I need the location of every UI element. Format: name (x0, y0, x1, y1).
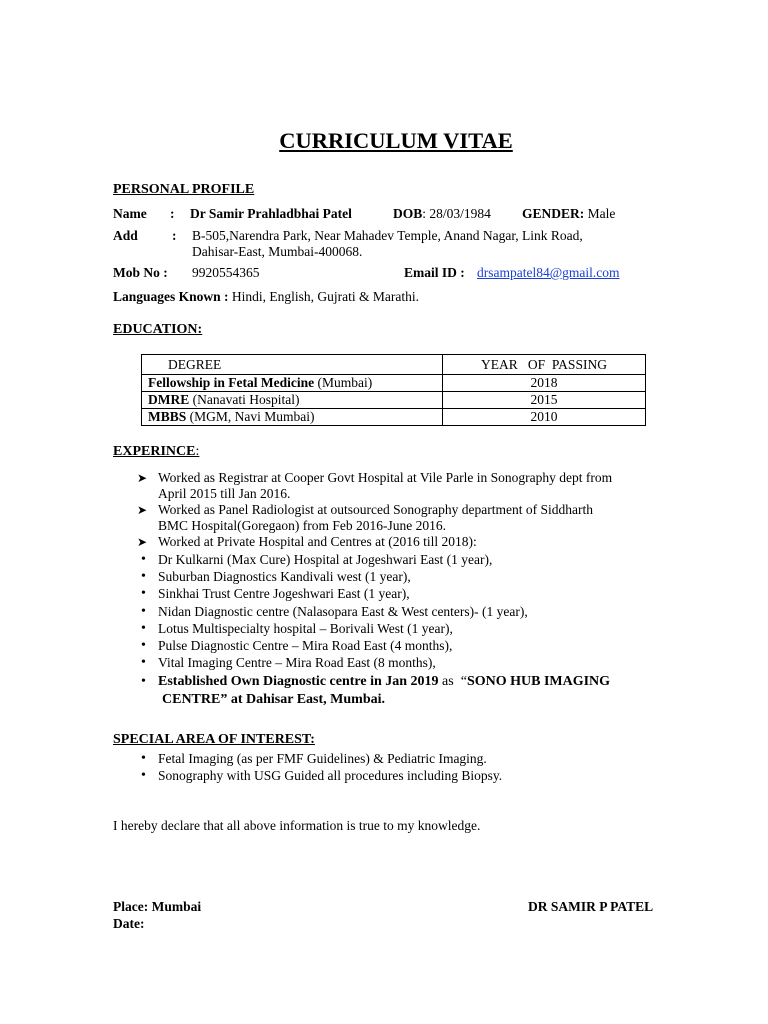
table-row (142, 392, 646, 409)
year-cell: 2018 (443, 375, 646, 392)
degree-cell (142, 375, 443, 392)
place-label: Place: Mumbai (113, 899, 202, 914)
established-centre-name: SONO HUB IMAGING (466, 674, 611, 689)
degree-place: (MGM, Navi Mumbai) (186, 409, 315, 424)
mobile-label: Mob No : (113, 265, 168, 280)
arrow-bullet-icon: ➤ (137, 471, 148, 485)
dob-value: : 28/03/1984 (422, 206, 491, 221)
list-item: Sinkhai Trust Centre Jogeshwari East (1 year), (158, 586, 410, 601)
bullet-icon: • (141, 621, 146, 636)
table-header-row (142, 355, 646, 375)
bullet-icon: • (141, 604, 146, 619)
degree-header: DEGREE (142, 355, 443, 375)
education-table (141, 354, 646, 426)
gender-field (522, 206, 615, 222)
signature-name: DR SAMIR P PATEL (528, 899, 654, 914)
degree-place: (Mumbai) (314, 375, 373, 390)
bullet-icon: • (141, 751, 146, 766)
name-value: Dr Samir Prahladbhai Patel (190, 206, 352, 221)
mobile-value: 9920554365 (192, 265, 260, 280)
dob-field (393, 206, 491, 222)
bullet-icon: • (141, 569, 146, 584)
list-item: Pulse Diagnostic Centre – Mira Road East (4 months), (158, 638, 453, 653)
experience-item-1-line-2: April 2015 till Jan 2016. (158, 486, 291, 501)
table-row (142, 375, 646, 392)
experience-heading: EXPERINCE (113, 444, 196, 459)
bullet-icon: • (141, 638, 146, 653)
established-text: Established Own Diagnostic centre in Jan 2019 (158, 674, 439, 689)
list-item: Sonography with USG Guided all procedures including Biopsy. (158, 768, 503, 783)
degree-name: DMRE (148, 392, 190, 407)
date-label: Date: (113, 916, 145, 931)
year-cell: 2010 (443, 409, 646, 426)
degree-cell (142, 392, 443, 409)
experience-item-1-line-1: Worked as Registrar at Cooper Govt Hospital at Vile Parle in Sonography dept from (158, 470, 613, 485)
list-item: Dr Kulkarni (Max Cure) Hospital at Jogeshwari East (1 year), (158, 552, 493, 567)
year-header: YEAR OF PASSING (443, 355, 646, 375)
address-colon: : (172, 228, 177, 243)
table-row (142, 409, 646, 426)
experience-item-3-line-1: Worked at Private Hospital and Centres at (2016 till 2018): (158, 534, 477, 549)
languages-label: Languages Known : (113, 289, 229, 304)
declaration: I hereby declare that all above information is true to my knowledge. (113, 818, 481, 833)
degree-cell (142, 409, 443, 426)
address-label: Add (113, 228, 138, 243)
degree-name: MBBS (148, 409, 187, 424)
personal-profile-heading: PERSONAL PROFILE (113, 182, 255, 197)
experience-item-2-line-1: Worked as Panel Radiologist at outsourced Sonography department of Siddharth (158, 502, 593, 517)
arrow-bullet-icon: ➤ (137, 503, 148, 517)
list-item: Suburban Diagnostics Kandivali west (1 year), (158, 569, 411, 584)
bullet-icon: • (141, 768, 146, 783)
list-item: Lotus Multispecialty hospital – Borivali West (1 year), (158, 621, 453, 636)
name-label: Name (113, 206, 147, 221)
gender-value: Male (587, 206, 616, 221)
degree-name: Fellowship in Fetal Medicine (148, 375, 315, 390)
address-line-2: Dahisar-East, Mumbai-400068. (192, 244, 363, 259)
list-item: Vital Imaging Centre – Mira Road East (8 months), (158, 655, 436, 670)
experience-item-2-line-2: BMC Hospital(Goregaon) from Feb 2016-June 2016. (158, 518, 446, 533)
education-heading: EDUCATION: (113, 322, 203, 337)
interest-heading: SPECIAL AREA OF INTEREST: (113, 732, 315, 747)
experience-heading-colon: : (195, 444, 200, 459)
languages-field (113, 289, 419, 305)
established-line-2: CENTRE” at Dahisar East, Mumbai. (162, 692, 385, 707)
email-link[interactable]: drsampatel84@gmail.com (477, 265, 620, 280)
established-line-1 (158, 674, 610, 690)
dob-label: DOB (393, 206, 423, 221)
degree-place: (Nanavati Hospital) (189, 392, 300, 407)
list-item: Nidan Diagnostic centre (Nalasopara East & West centers)- (1 year), (158, 604, 528, 619)
languages-value: Hindi, English, Gujrati & Marathi. (231, 289, 420, 304)
bullet-icon: • (141, 674, 146, 689)
address-line-1: B-505,Narendra Park, Near Mahadev Temple, Anand Nagar, Link Road, (192, 228, 583, 243)
bullet-icon: • (141, 552, 146, 567)
year-cell: 2015 (443, 392, 646, 409)
page-title: CURRICULUM VITAE (279, 128, 513, 153)
list-item: Fetal Imaging (as per FMF Guidelines) & Pediatric Imaging. (158, 751, 487, 766)
gender-label: GENDER: (522, 206, 585, 221)
name-colon: : (170, 206, 175, 221)
bullet-icon: • (141, 586, 146, 601)
bullet-icon: • (141, 655, 146, 670)
established-as: as “ (438, 674, 467, 689)
experience-heading-wrap (113, 444, 199, 460)
email-label: Email ID : (404, 265, 465, 280)
arrow-bullet-icon: ➤ (137, 535, 148, 549)
